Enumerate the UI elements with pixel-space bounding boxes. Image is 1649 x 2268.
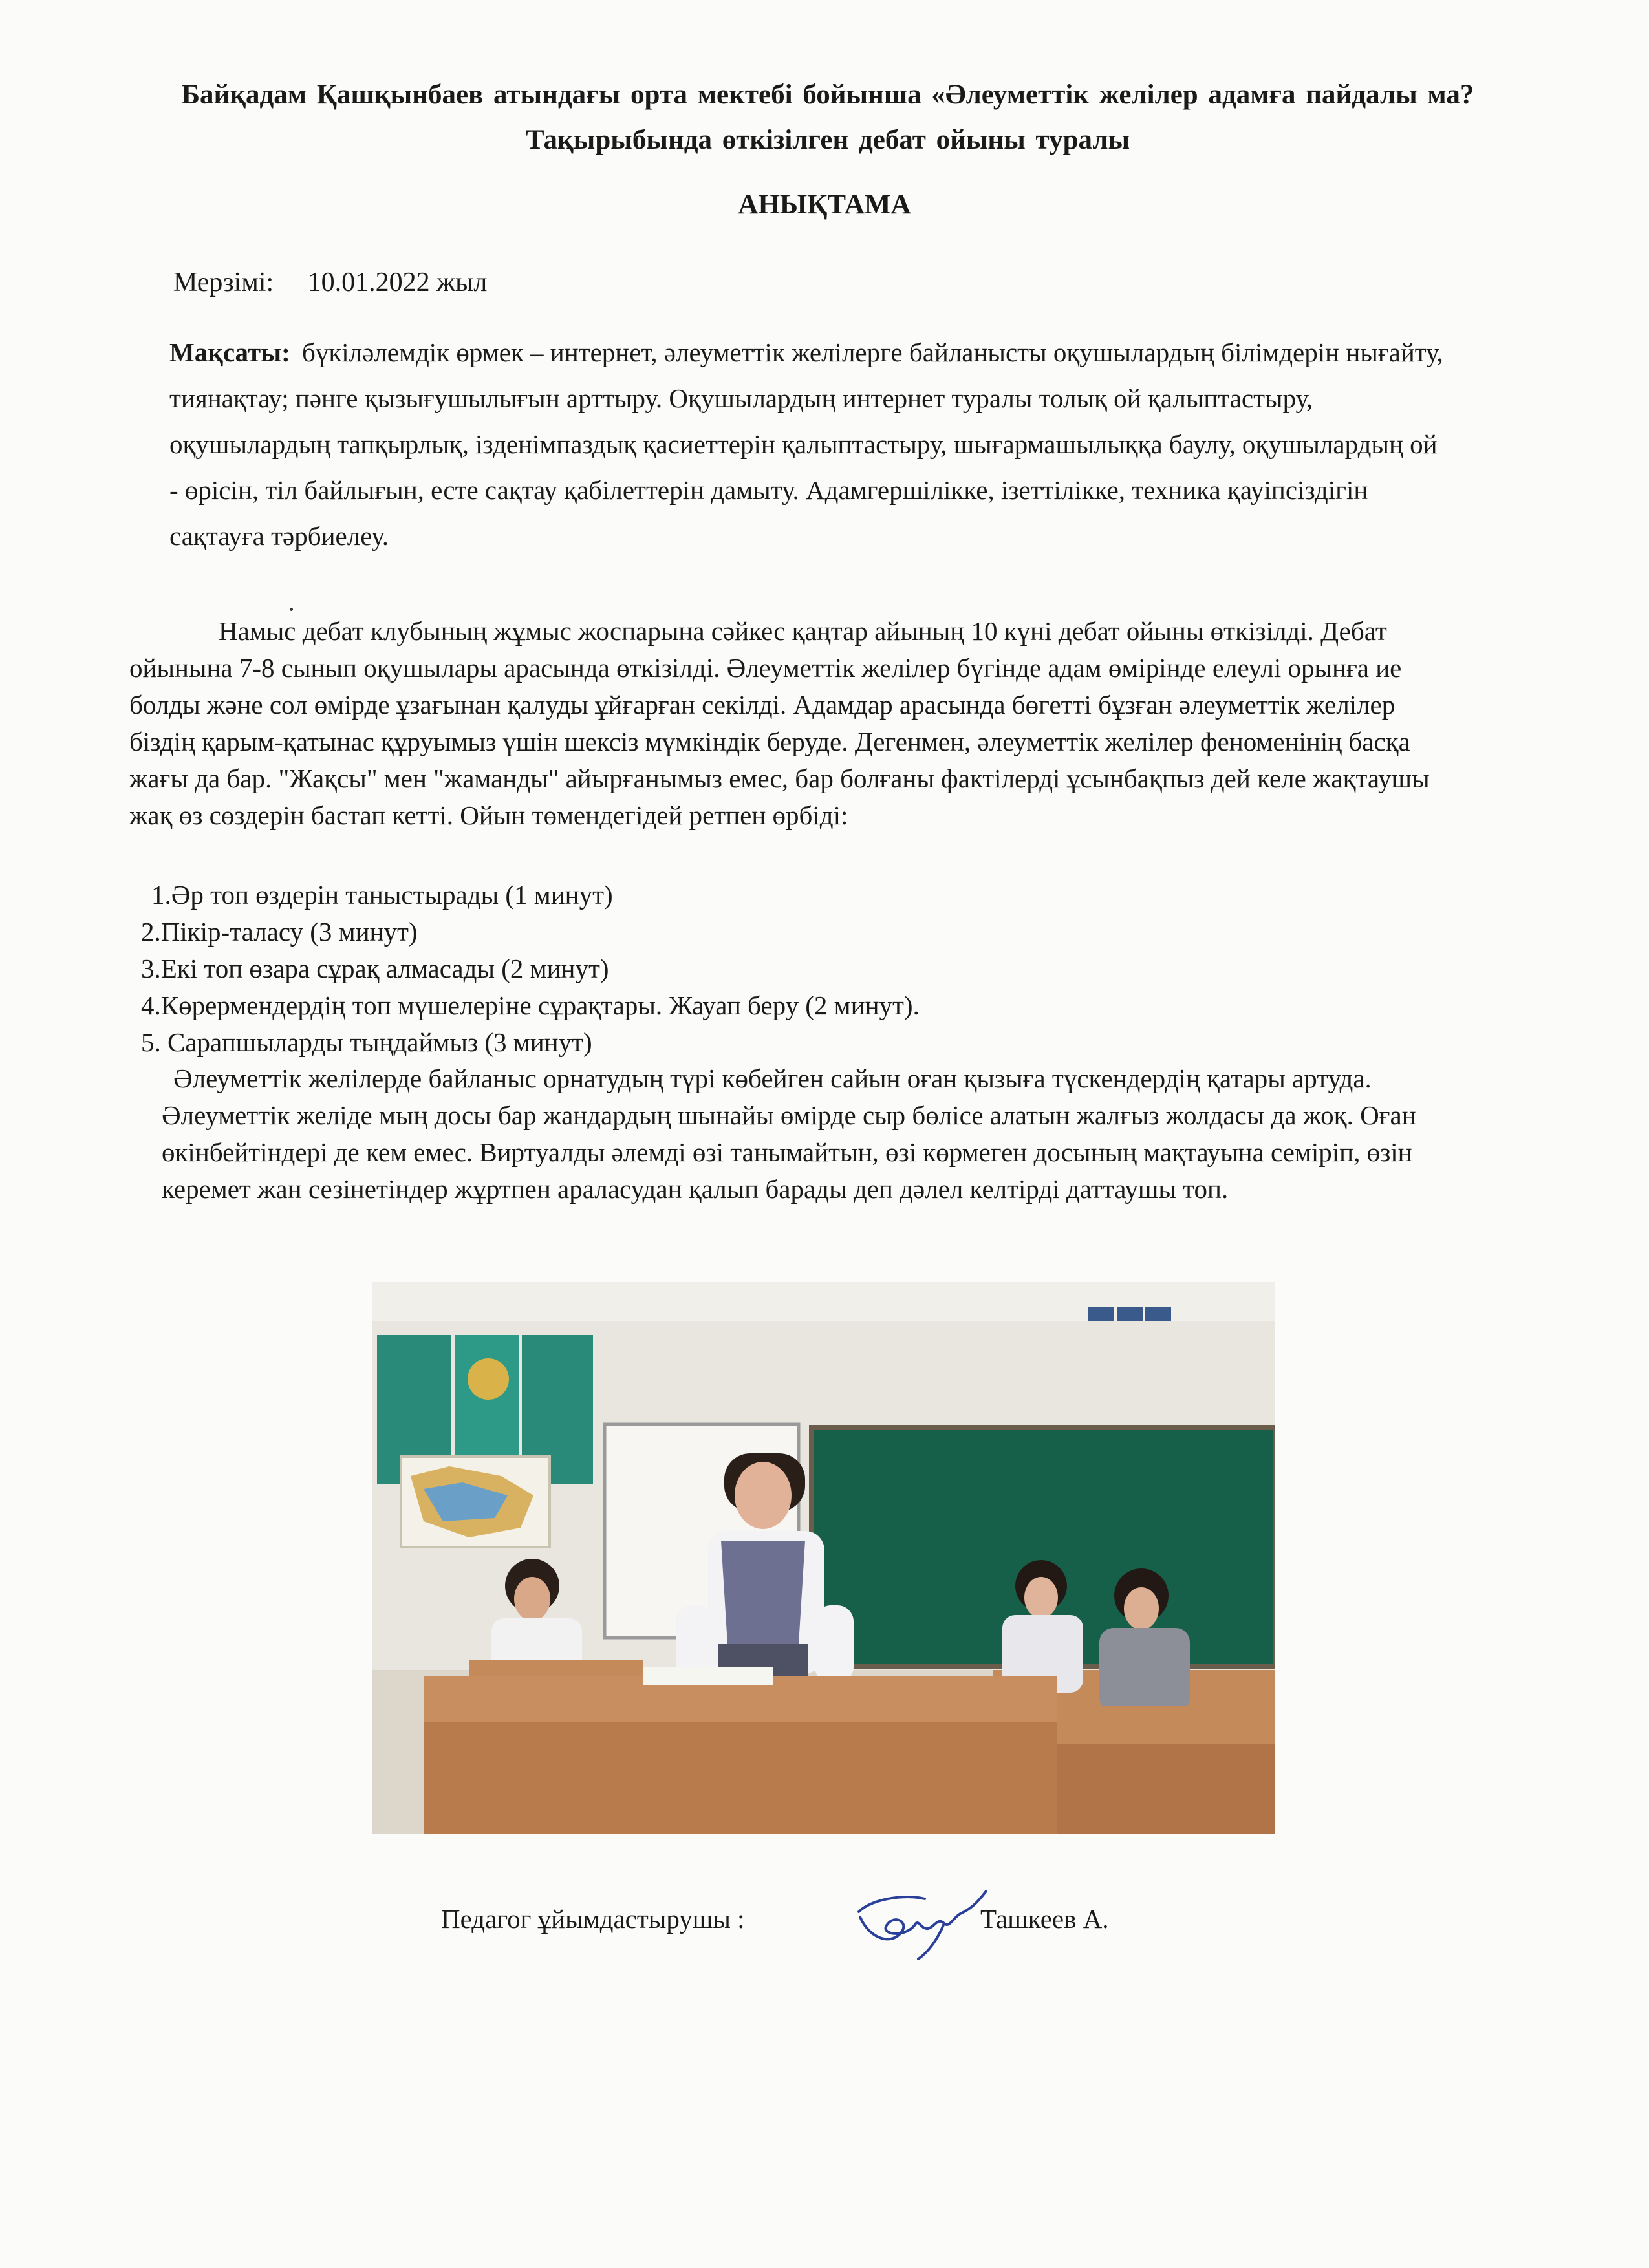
steps-list [141,877,920,1061]
step-item: 5. Сарапшыларды тыңдаймыз (3 минут) [141,1027,592,1057]
photo-illustration [372,1282,1275,1834]
handwritten-signature [847,1878,1002,1965]
date-label: Мерзімі: [173,268,274,297]
paragraph-one-text: Намыс дебат клубының жұмыс жоспарына сәйкес қаңтар айының 10 күні дебат ойыны өткізілді. Дебат ойынына 7-8 сынып оқушылары арасында өткізілді. Әлеуметтік желілер бүгінде адам өмірінде елеулі орынға ие болды және сол өмірде ұзағынан қалуды ұйғарған секілді. Адамдар арасында бөгетті бұзған әлеуметтік желілер біздің қарым-қатынас құруымыз үшін шексіз мүмкіндік беруде. Дегенмен, әлеуметтік желілер феноменінің басқа жағы да бар. "Жақсы" мен "жаманды" айырғанымыз емес, бар болғаны фактілерді ұсынбақпыз дей келе жақтаушы жақ өз сөздерін бастап кетті. Ойын төмендегідей ретпен өрбіді: [129,616,1430,830]
footer-label: Педагог ұйымдастырушы : [441,1904,745,1934]
date-line [173,267,487,298]
document-heading: АНЫҚТАМА [738,189,911,220]
classroom-debate-photo [372,1282,1275,1834]
purpose-block [169,330,1450,559]
step-item: 4.Көрермендердің топ мүшелеріне сұрақтары. Жауап беру (2 минут). [141,990,920,1020]
organizer-name: Ташкеев А. [980,1904,1109,1934]
paragraph-two [162,1060,1487,1208]
paragraph-one [129,613,1461,834]
step-item: 1.Әр топ өздерін таныстырады (1 минут) [151,880,613,910]
signature-drawing [847,1878,1002,1962]
purpose-text: бүкіләлемдік өрмек – интернет, әлеуметтік желілерге байланысты оқушылардың білімдерін нығайту, тиянақтау; пәнге қызығушылығын арттыру. Оқушылардың интернет туралы толық ой қалыптастыру, оқушылардың тапқырлық, ізденімпаздық қасиеттерін қалыптастыру, шығармашылыққа баулу, оқушылардың ой - өрісін, тіл байлығын, есте сақтау қабілеттерін дамыту. Адамгершілікке, ізеттілікке, техника қауіпсіздігін сақтауға тәрбиелеу. [169,337,1443,551]
document-title: Байқадам Қашқынбаев атындағы орта мектебі бойынша «Әлеуметтік желілер адамға пайдалы ма? Тақырыбында өткізілген дебат ойыны туралы [181,80,1474,155]
scan-speck [290,608,293,611]
step-item: 2.Пікір-таласу (3 минут) [141,917,418,947]
step-item: 3.Екі топ өзара сұрақ алмасады (2 минут) [141,954,609,983]
purpose-label: Мақсаты: [169,337,290,367]
date-value: 10.01.2022 жыл [307,268,488,297]
paragraph-two-text: Әлеуметтік желілерде байланыс орнатудың түрі көбейген сайын оған қызыға түскендердің қатары артуда. Әлеуметтік желіде мың досы бар жандардың шынайы өмірде сыр бөлісе алатын жалғыз жолдасы да жоқ. Оған өкінбейтіндері де кем емес. Виртуалды әлемді өзі танымайтын, өзі көрмеген досының мақтауына семіріп, өзін керемет жан сезінетіндер жұртпен араласудан қалып барады деп дәлел келтірді даттаушы топ. [162,1064,1416,1204]
